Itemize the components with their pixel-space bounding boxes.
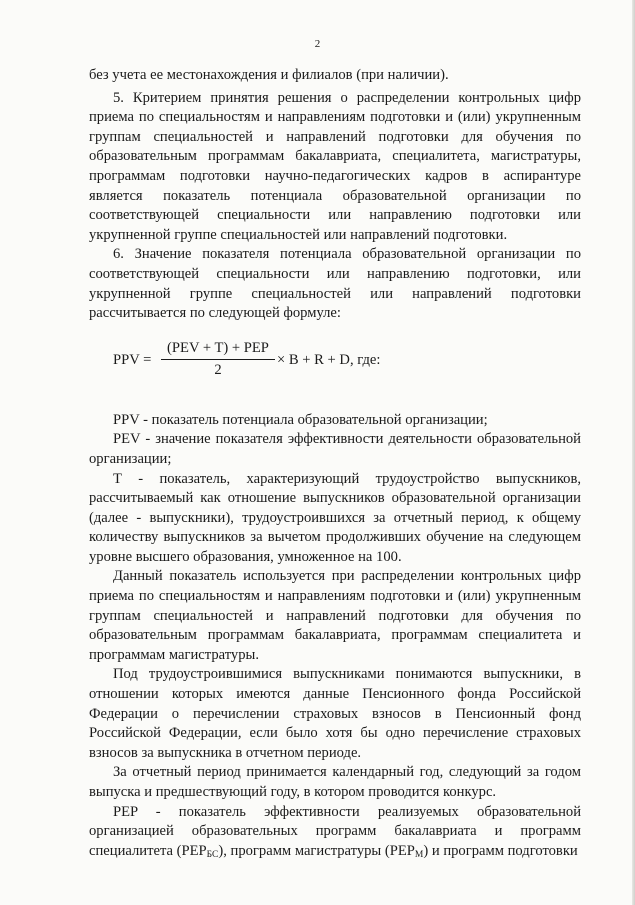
subscript-bs: БС	[206, 849, 219, 860]
paragraph-usage: Данный показатель используется при распределении контрольных цифр приема по специальностям и направлениям подготовки и (или) укрупненным группам специальностей и направлений подготовки для обучения по образовательным программам бакалавриата, программам специалитета и программам магистратуры.	[89, 568, 581, 663]
definition-pep	[89, 803, 581, 866]
ppv-formula	[113, 339, 581, 381]
definition-t: Т - показатель, характеризующий трудоустройство выпускников, рассчитываемый как отношение выпускников образовательной организации (далее - выпускники), трудоустроившихся за отчетный период, к общему количеству выпускников за вычетом продолживших обучение на следующем уровне высшего образования, умноженное на 100.	[89, 470, 581, 565]
paragraph-continuation: без учета ее местонахождения и филиалов (при наличии).	[89, 67, 449, 83]
paragraph-item-5: 5. Критерием принятия решения о распределении контрольных цифр приема по специальностям и направлениям подготовки и (или) укрупненным группам специальностей и направлений подготовки для обучения по образовательным программам бакалавриата, специалитета, магистратуры, программам подготовки научно-педагогических кадров в аспирантуре является показатель потенциала образовательной организации по соответствующей специальности или направлению подготовки или укрупненной группе специальностей или направлений подготовки.	[89, 89, 581, 243]
definition-pev: PEV - значение показателя эффективности деятельности образовательной организации;	[89, 431, 581, 467]
definition-pep-part-a: PEP - показатель эффективности реализуемых образовательной организацией образовательных программ бакалавриата и программ специалитета (PEP	[89, 803, 581, 859]
subscript-m: М	[414, 849, 424, 860]
definition-pep-part-b: ), программ магистратуры (PEP	[218, 842, 415, 859]
paragraph-reporting-period: За отчетный период принимается календарный год, следующий за годом выпуска и предшествующий году, в котором проводится конкурс.	[89, 764, 581, 800]
paragraph-employed-graduates: Под трудоустроившимися выпускниками понимаются выпускники, в отношении которых имеются данные Пенсионного фонда Российской Федерации о перечислении страховых взносов в Пенсионный фонд Российской Федерации, если было хотя бы одно перечисление страховых взносов за выпускника в отчетном периоде.	[89, 666, 581, 761]
formula-fraction	[161, 339, 275, 381]
formula-rhs: × B + R + D, где:	[277, 351, 381, 368]
document-body	[89, 66, 581, 865]
formula-lhs: PPV =	[113, 351, 152, 368]
definition-pep-part-c: ) и программ подготовки	[423, 842, 578, 859]
formula-denominator: 2	[214, 362, 222, 379]
page-number: 2	[314, 38, 321, 50]
definition-ppv: PPV - показатель потенциала образовательной организации;	[113, 411, 488, 428]
formula-numerator: (PEV + T) + PEP	[161, 339, 275, 361]
paragraph-item-6: 6. Значение показателя потенциала образовательной организации по соответствующей специальности или направлению подготовки, или укрупненной группе специальностей или направлений подготовки рассчитывается по следующей формуле:	[89, 246, 581, 322]
